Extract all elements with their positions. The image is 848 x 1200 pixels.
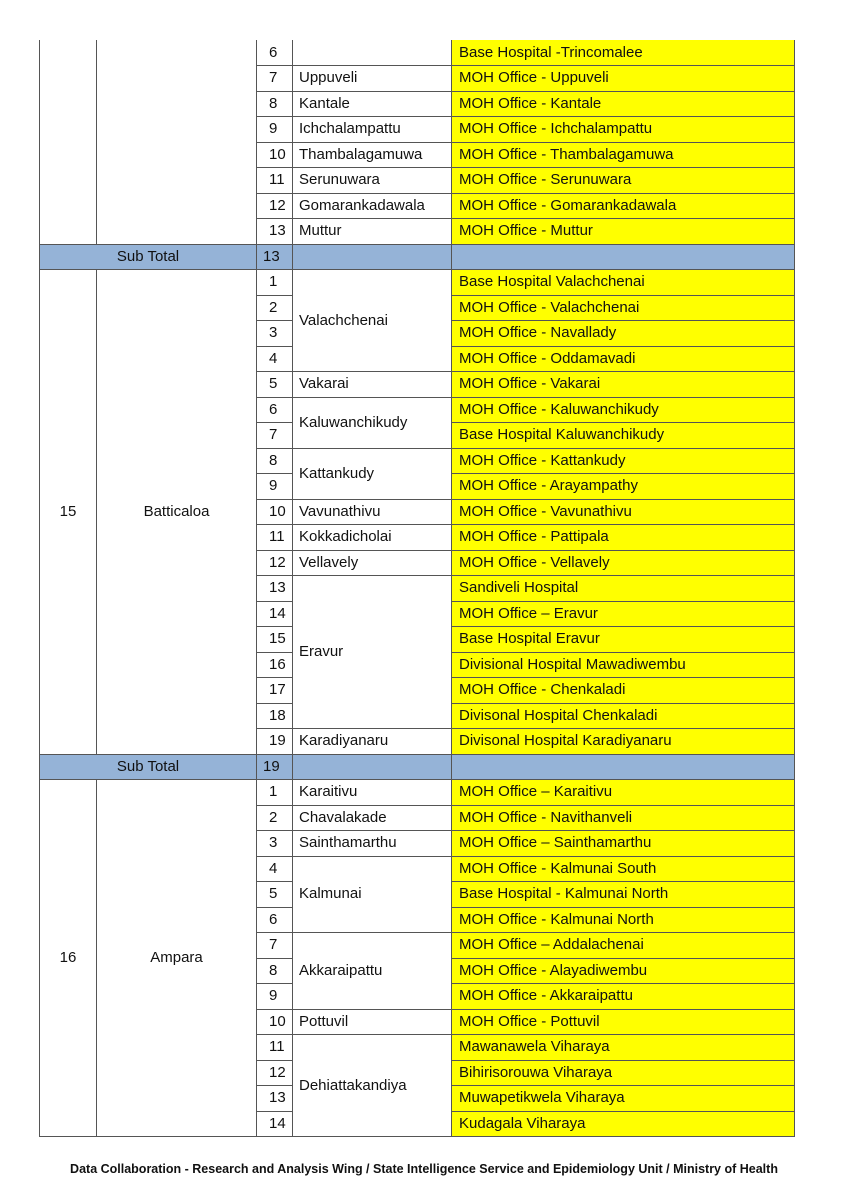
center-name-cell: Muwapetikwela Viharaya bbox=[452, 1086, 795, 1112]
center-name-cell: MOH Office - Valachchenai bbox=[452, 295, 795, 321]
center-name-cell: Divisonal Hospital Karadiyanaru bbox=[452, 729, 795, 755]
row-index-cell: 14 bbox=[257, 601, 293, 627]
table-row bbox=[40, 270, 795, 296]
center-name-cell: MOH Office – Sainthamarthu bbox=[452, 831, 795, 857]
center-name-cell: MOH Office - Kattankudy bbox=[452, 448, 795, 474]
row-index-cell: 9 bbox=[257, 474, 293, 500]
subtotal-empty-cell bbox=[293, 754, 452, 780]
district-number-cell: 16 bbox=[40, 780, 97, 1137]
row-index-cell: 8 bbox=[257, 91, 293, 117]
subtotal-row bbox=[40, 244, 795, 270]
center-name-cell: MOH Office - Navallady bbox=[452, 321, 795, 347]
row-index-cell: 17 bbox=[257, 678, 293, 704]
row-index-cell: 3 bbox=[257, 831, 293, 857]
row-index-cell: 11 bbox=[257, 1035, 293, 1061]
moh-area-cell: Vakarai bbox=[293, 372, 452, 398]
row-index-cell: 7 bbox=[257, 933, 293, 959]
row-index-cell: 16 bbox=[257, 652, 293, 678]
row-index-cell: 10 bbox=[257, 1009, 293, 1035]
moh-area-cell: Vavunathivu bbox=[293, 499, 452, 525]
moh-area-cell: Serunuwara bbox=[293, 168, 452, 194]
row-index-cell: 6 bbox=[257, 907, 293, 933]
moh-area-cell: Karadiyanaru bbox=[293, 729, 452, 755]
row-index-cell: 5 bbox=[257, 882, 293, 908]
moh-area-cell: Muttur bbox=[293, 219, 452, 245]
center-name-cell: Divisional Hospital Mawadiwembu bbox=[452, 652, 795, 678]
center-name-cell: MOH Office - Pottuvil bbox=[452, 1009, 795, 1035]
subtotal-label: Sub Total bbox=[40, 754, 257, 780]
row-index-cell: 6 bbox=[257, 40, 293, 66]
row-index-cell: 15 bbox=[257, 627, 293, 653]
moh-area-cell: Kaluwanchikudy bbox=[293, 397, 452, 448]
row-index-cell: 8 bbox=[257, 958, 293, 984]
center-name-cell: MOH Office - Arayampathy bbox=[452, 474, 795, 500]
row-index-cell: 12 bbox=[257, 193, 293, 219]
subtotal-empty-cell bbox=[452, 754, 795, 780]
moh-area-cell: Thambalagamuwa bbox=[293, 142, 452, 168]
moh-area-cell: Pottuvil bbox=[293, 1009, 452, 1035]
row-index-cell: 12 bbox=[257, 1060, 293, 1086]
center-name-cell: Base Hospital Valachchenai bbox=[452, 270, 795, 296]
center-name-cell: Base Hospital Eravur bbox=[452, 627, 795, 653]
row-index-cell: 5 bbox=[257, 372, 293, 398]
row-index-cell: 11 bbox=[257, 525, 293, 551]
center-name-cell: MOH Office - Akkaraipattu bbox=[452, 984, 795, 1010]
center-name-cell: MOH Office - Pattipala bbox=[452, 525, 795, 551]
center-name-cell: MOH Office - Ichchalampattu bbox=[452, 117, 795, 143]
center-name-cell: MOH Office - Kantale bbox=[452, 91, 795, 117]
moh-area-cell: Karaitivu bbox=[293, 780, 452, 806]
moh-area-cell: Akkaraipattu bbox=[293, 933, 452, 1010]
center-name-cell: MOH Office - Uppuveli bbox=[452, 66, 795, 92]
table-row bbox=[40, 780, 795, 806]
center-name-cell: MOH Office - Thambalagamuwa bbox=[452, 142, 795, 168]
subtotal-count: 13 bbox=[257, 244, 293, 270]
center-name-cell: MOH Office - Kalmunai South bbox=[452, 856, 795, 882]
table-row bbox=[40, 40, 795, 66]
center-name-cell: MOH Office - Gomarankadawala bbox=[452, 193, 795, 219]
row-index-cell: 13 bbox=[257, 219, 293, 245]
moh-area-cell: Chavalakade bbox=[293, 805, 452, 831]
moh-area-cell: Valachchenai bbox=[293, 270, 452, 372]
moh-area-cell: Sainthamarthu bbox=[293, 831, 452, 857]
row-index-cell: 13 bbox=[257, 1086, 293, 1112]
center-name-cell: MOH Office – Addalachenai bbox=[452, 933, 795, 959]
center-name-cell: MOH Office – Karaitivu bbox=[452, 780, 795, 806]
row-index-cell: 9 bbox=[257, 117, 293, 143]
center-name-cell: Kudagala Viharaya bbox=[452, 1111, 795, 1137]
subtotal-label: Sub Total bbox=[40, 244, 257, 270]
row-index-cell: 10 bbox=[257, 142, 293, 168]
center-name-cell: MOH Office - Navithanveli bbox=[452, 805, 795, 831]
center-name-cell: MOH Office - Kaluwanchikudy bbox=[452, 397, 795, 423]
row-index-cell: 1 bbox=[257, 780, 293, 806]
row-index-cell: 9 bbox=[257, 984, 293, 1010]
row-index-cell: 8 bbox=[257, 448, 293, 474]
center-name-cell: MOH Office - Vavunathivu bbox=[452, 499, 795, 525]
moh-area-cell: Kokkadicholai bbox=[293, 525, 452, 551]
moh-area-cell: Kalmunai bbox=[293, 856, 452, 933]
row-index-cell: 3 bbox=[257, 321, 293, 347]
moh-area-cell: Eravur bbox=[293, 576, 452, 729]
footer-credit: Data Collaboration - Research and Analysis Wing / State Intelligence Service and Epidemiology Unit / Ministry of Health bbox=[70, 1162, 778, 1176]
center-name-cell: MOH Office - Alayadiwembu bbox=[452, 958, 795, 984]
row-index-cell: 2 bbox=[257, 295, 293, 321]
row-index-cell: 13 bbox=[257, 576, 293, 602]
moh-area-cell: Uppuveli bbox=[293, 66, 452, 92]
row-index-cell: 11 bbox=[257, 168, 293, 194]
moh-area-cell: Dehiattakandiya bbox=[293, 1035, 452, 1137]
district-name-cell: Ampara bbox=[97, 780, 257, 1137]
row-index-cell: 6 bbox=[257, 397, 293, 423]
row-index-cell: 19 bbox=[257, 729, 293, 755]
moh-area-cell: Kattankudy bbox=[293, 448, 452, 499]
row-index-cell: 4 bbox=[257, 856, 293, 882]
row-index-cell: 7 bbox=[257, 66, 293, 92]
moh-area-cell: Ichchalampattu bbox=[293, 117, 452, 143]
moh-area-cell bbox=[293, 40, 452, 66]
subtotal-empty-cell bbox=[452, 244, 795, 270]
center-name-cell: MOH Office - Kalmunai North bbox=[452, 907, 795, 933]
district-number-cell: 15 bbox=[40, 270, 97, 755]
district-number-cell bbox=[40, 40, 97, 244]
row-index-cell: 2 bbox=[257, 805, 293, 831]
center-name-cell: MOH Office - Vellavely bbox=[452, 550, 795, 576]
row-index-cell: 18 bbox=[257, 703, 293, 729]
center-name-cell: MOH Office - Vakarai bbox=[452, 372, 795, 398]
district-name-cell: Batticaloa bbox=[97, 270, 257, 755]
row-index-cell: 1 bbox=[257, 270, 293, 296]
center-name-cell: MOH Office - Oddamavadi bbox=[452, 346, 795, 372]
center-name-cell: Base Hospital Kaluwanchikudy bbox=[452, 423, 795, 449]
row-index-cell: 10 bbox=[257, 499, 293, 525]
center-name-cell: Bihirisorouwa Viharaya bbox=[452, 1060, 795, 1086]
center-name-cell: MOH Office – Eravur bbox=[452, 601, 795, 627]
center-name-cell: MOH Office - Muttur bbox=[452, 219, 795, 245]
subtotal-count: 19 bbox=[257, 754, 293, 780]
subtotal-row bbox=[40, 754, 795, 780]
center-name-cell: Base Hospital -Trincomalee bbox=[452, 40, 795, 66]
center-name-cell: Sandiveli Hospital bbox=[452, 576, 795, 602]
row-index-cell: 12 bbox=[257, 550, 293, 576]
row-index-cell: 7 bbox=[257, 423, 293, 449]
center-name-cell: Base Hospital - Kalmunai North bbox=[452, 882, 795, 908]
quarantine-centers-table bbox=[39, 40, 795, 1137]
table-body bbox=[40, 40, 795, 1137]
row-index-cell: 14 bbox=[257, 1111, 293, 1137]
row-index-cell: 4 bbox=[257, 346, 293, 372]
center-name-cell: MOH Office - Serunuwara bbox=[452, 168, 795, 194]
moh-area-cell: Kantale bbox=[293, 91, 452, 117]
moh-area-cell: Vellavely bbox=[293, 550, 452, 576]
moh-area-cell: Gomarankadawala bbox=[293, 193, 452, 219]
district-name-cell bbox=[97, 40, 257, 244]
subtotal-empty-cell bbox=[293, 244, 452, 270]
center-name-cell: Mawanawela Viharaya bbox=[452, 1035, 795, 1061]
center-name-cell: MOH Office - Chenkaladi bbox=[452, 678, 795, 704]
center-name-cell: Divisonal Hospital Chenkaladi bbox=[452, 703, 795, 729]
